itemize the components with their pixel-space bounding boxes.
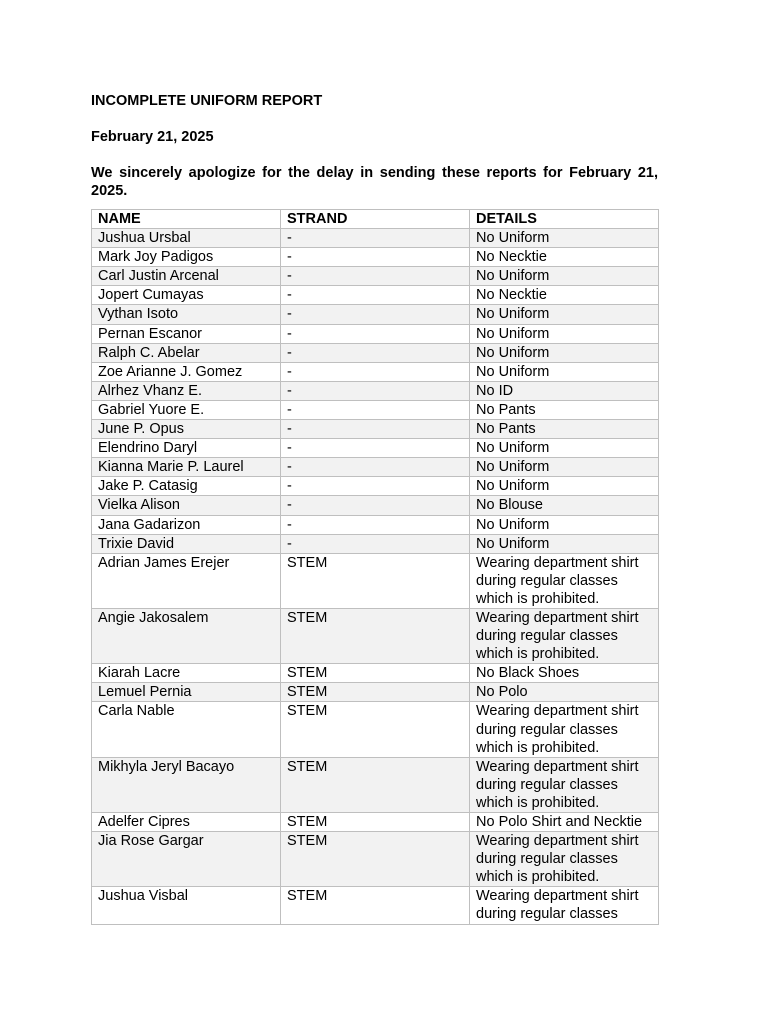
student-name-cell: Jushua Ursbal xyxy=(92,229,281,248)
column-header-name: NAME xyxy=(92,210,281,229)
table-row xyxy=(92,608,659,663)
strand-cell: - xyxy=(281,362,470,381)
details-cell: No Uniform xyxy=(470,305,659,324)
details-cell: No Black Shoes xyxy=(470,664,659,683)
strand-cell: STEM xyxy=(281,683,470,702)
student-name-cell: Jana Gadarizon xyxy=(92,515,281,534)
details-cell: No Pants xyxy=(470,420,659,439)
student-name-cell: Vythan Isoto xyxy=(92,305,281,324)
strand-cell: - xyxy=(281,496,470,515)
strand-cell: - xyxy=(281,400,470,419)
strand-cell: - xyxy=(281,343,470,362)
table-row xyxy=(92,248,659,267)
details-cell: No Uniform xyxy=(470,229,659,248)
student-name-cell: June P. Opus xyxy=(92,420,281,439)
details-cell: No Pants xyxy=(470,400,659,419)
details-cell: No Uniform xyxy=(470,439,659,458)
student-name-cell: Lemuel Pernia xyxy=(92,683,281,702)
student-name-cell: Elendrino Daryl xyxy=(92,439,281,458)
table-row xyxy=(92,477,659,496)
strand-cell: STEM xyxy=(281,887,470,924)
table-row xyxy=(92,286,659,305)
strand-cell: STEM xyxy=(281,757,470,812)
strand-cell: - xyxy=(281,458,470,477)
details-cell: No Necktie xyxy=(470,248,659,267)
report-date: February 21, 2025 xyxy=(91,129,214,145)
student-name-cell: Zoe Arianne J. Gomez xyxy=(92,362,281,381)
student-name-cell: Mikhyla Jeryl Bacayo xyxy=(92,757,281,812)
details-cell: No Blouse xyxy=(470,496,659,515)
details-cell: No Uniform xyxy=(470,534,659,553)
strand-cell: - xyxy=(281,324,470,343)
table-row xyxy=(92,324,659,343)
details-cell: No Uniform xyxy=(470,362,659,381)
table-row xyxy=(92,381,659,400)
student-name-cell: Carl Justin Arcenal xyxy=(92,267,281,286)
student-name-cell: Adrian James Erejer xyxy=(92,553,281,608)
details-cell: No Polo Shirt and Necktie xyxy=(470,813,659,832)
table-row xyxy=(92,420,659,439)
table-row xyxy=(92,305,659,324)
student-name-cell: Jushua Visbal xyxy=(92,887,281,924)
table-row xyxy=(92,832,659,887)
table-row xyxy=(92,664,659,683)
strand-cell: - xyxy=(281,515,470,534)
uniform-report-table xyxy=(91,209,659,925)
table-row xyxy=(92,553,659,608)
strand-cell: - xyxy=(281,439,470,458)
details-cell: Wearing department shirt during regular classes which is prohibited. xyxy=(470,757,659,812)
student-name-cell: Angie Jakosalem xyxy=(92,608,281,663)
table-row xyxy=(92,267,659,286)
table-row xyxy=(92,400,659,419)
strand-cell: STEM xyxy=(281,553,470,608)
apology-statement: We sincerely apologize for the delay in sending these reports for February 21, 2025. xyxy=(91,165,658,199)
table-row xyxy=(92,534,659,553)
student-name-cell: Jake P. Catasig xyxy=(92,477,281,496)
table-row xyxy=(92,229,659,248)
strand-cell: - xyxy=(281,381,470,400)
details-cell: Wearing department shirt during regular classes xyxy=(470,887,659,924)
table-body xyxy=(92,229,659,924)
details-cell: Wearing department shirt during regular classes which is prohibited. xyxy=(470,553,659,608)
student-name-cell: Jopert Cumayas xyxy=(92,286,281,305)
student-name-cell: Pernan Escanor xyxy=(92,324,281,343)
student-name-cell: Ralph C. Abelar xyxy=(92,343,281,362)
student-name-cell: Trixie David xyxy=(92,534,281,553)
details-cell: Wearing department shirt during regular classes which is prohibited. xyxy=(470,608,659,663)
table-row xyxy=(92,757,659,812)
table-header-row xyxy=(92,210,659,229)
strand-cell: - xyxy=(281,420,470,439)
strand-cell: - xyxy=(281,286,470,305)
table-row xyxy=(92,887,659,924)
strand-cell: STEM xyxy=(281,702,470,757)
student-name-cell: Jia Rose Gargar xyxy=(92,832,281,887)
student-name-cell: Alrhez Vhanz E. xyxy=(92,381,281,400)
strand-cell: - xyxy=(281,305,470,324)
strand-cell: - xyxy=(281,267,470,286)
table-row xyxy=(92,515,659,534)
table-row xyxy=(92,343,659,362)
details-cell: No Necktie xyxy=(470,286,659,305)
table-row xyxy=(92,496,659,515)
strand-cell: - xyxy=(281,229,470,248)
student-name-cell: Carla Nable xyxy=(92,702,281,757)
student-name-cell: Adelfer Cipres xyxy=(92,813,281,832)
strand-cell: STEM xyxy=(281,664,470,683)
strand-cell: STEM xyxy=(281,813,470,832)
table-row xyxy=(92,702,659,757)
details-cell: No Uniform xyxy=(470,458,659,477)
details-cell: No Uniform xyxy=(470,343,659,362)
table-row xyxy=(92,362,659,381)
document-page xyxy=(91,92,658,925)
student-name-cell: Vielka Alison xyxy=(92,496,281,515)
table-row xyxy=(92,683,659,702)
student-name-cell: Kianna Marie P. Laurel xyxy=(92,458,281,477)
details-cell: No Uniform xyxy=(470,515,659,534)
student-name-cell: Kiarah Lacre xyxy=(92,664,281,683)
details-cell: No Uniform xyxy=(470,477,659,496)
report-title: INCOMPLETE UNIFORM REPORT xyxy=(91,93,323,109)
details-cell: No Polo xyxy=(470,683,659,702)
details-cell: No Uniform xyxy=(470,267,659,286)
strand-cell: - xyxy=(281,534,470,553)
column-header-strand: STRAND xyxy=(281,210,470,229)
details-cell: Wearing department shirt during regular classes which is prohibited. xyxy=(470,832,659,887)
student-name-cell: Mark Joy Padigos xyxy=(92,248,281,267)
table-row xyxy=(92,813,659,832)
strand-cell: - xyxy=(281,477,470,496)
details-cell: No ID xyxy=(470,381,659,400)
details-cell: No Uniform xyxy=(470,324,659,343)
column-header-details: DETAILS xyxy=(470,210,659,229)
table-row xyxy=(92,458,659,477)
student-name-cell: Gabriel Yuore E. xyxy=(92,400,281,419)
strand-cell: STEM xyxy=(281,608,470,663)
details-cell: Wearing department shirt during regular classes which is prohibited. xyxy=(470,702,659,757)
strand-cell: STEM xyxy=(281,832,470,887)
table-row xyxy=(92,439,659,458)
strand-cell: - xyxy=(281,248,470,267)
